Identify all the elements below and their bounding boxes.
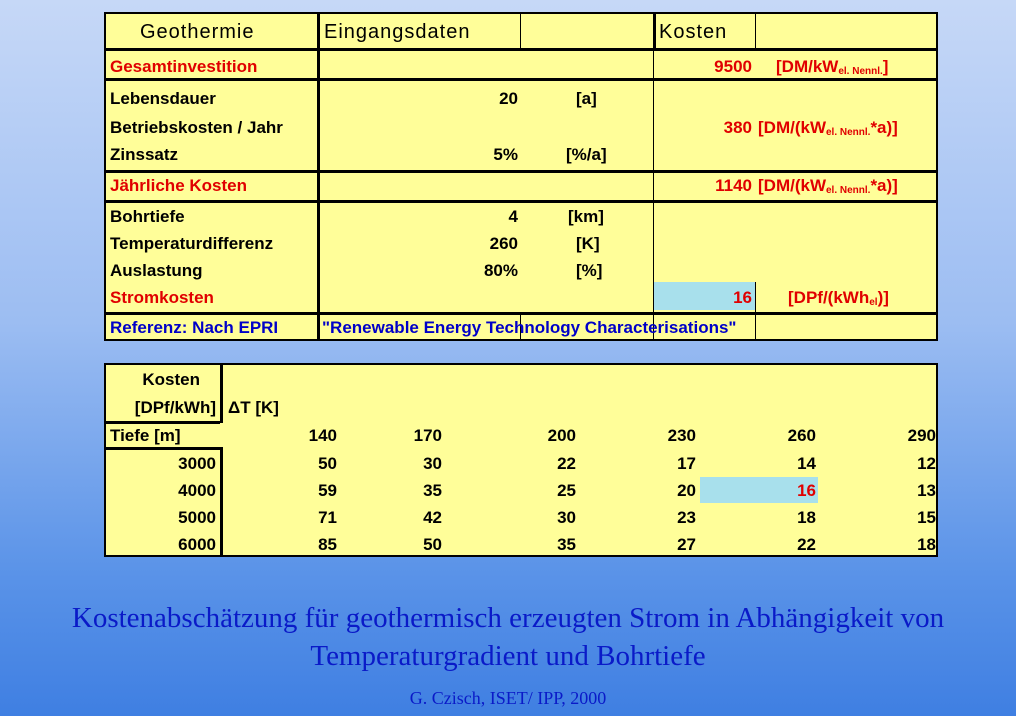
input-cost-table — [104, 12, 938, 341]
matrix-cell: 30 — [423, 454, 442, 473]
header-kosten: Kosten — [659, 21, 728, 43]
matrix-cell: 59 — [318, 481, 337, 500]
matrix-cell: 22 — [797, 535, 816, 554]
auslastung-unit: [%] — [576, 261, 603, 280]
betriebskosten-label: Betriebskosten / Jahr — [110, 118, 283, 137]
zinssatz-label: Zinssatz — [110, 145, 179, 164]
matrix-cell: 14 — [797, 454, 816, 473]
matrix-title-unit: [DPf/kWh] — [134, 398, 216, 417]
caption-line1: Kostenabschätzung für geothermisch erzeugten Strom in Abhängigkeit von — [71, 602, 945, 634]
matrix-cell: 50 — [318, 454, 337, 473]
jaehrliche-kosten-label: Jährliche Kosten — [110, 176, 247, 195]
matrix-title-kosten: Kosten — [142, 370, 200, 389]
bohrtiefe-label: Bohrtiefe — [110, 207, 185, 226]
matrix-col-header: 260 — [787, 426, 816, 445]
matrix-cell: 22 — [557, 454, 576, 473]
gesamtinvestition-label: Gesamtinvestition — [110, 57, 258, 76]
referenz-label: Referenz: Nach EPRI — [110, 318, 279, 337]
bohrtiefe-unit: [km] — [568, 207, 604, 226]
tiefe-label: Tiefe [m] — [110, 426, 181, 445]
betriebskosten-value: 380 — [723, 118, 752, 137]
gesamtinvestition-unit: $[DM/kW_{el. Nennl.}]$ — [776, 57, 889, 77]
matrix-cell: 42 — [423, 508, 442, 527]
matrix-cell: 71 — [318, 508, 337, 527]
auslastung-label: Auslastung — [110, 261, 203, 280]
temperaturdifferenz-label: Temperaturdifferenz — [110, 234, 274, 253]
stromkosten-value: 16 — [733, 288, 752, 307]
matrix-col-header: 140 — [308, 426, 337, 445]
matrix-cell: 18 — [797, 508, 816, 527]
matrix-cell: 20 — [677, 481, 696, 500]
zinssatz-unit: [%/a] — [566, 145, 607, 164]
cost-matrix-table — [104, 363, 938, 557]
lebensdauer-label: Lebensdauer — [110, 89, 216, 108]
matrix-col-header: 230 — [667, 426, 696, 445]
matrix-cell: 18 — [917, 535, 936, 554]
matrix-cell: 30 — [557, 508, 576, 527]
matrix-cell: 25 — [557, 481, 576, 500]
gesamtinvestition-value: 9500 — [714, 57, 752, 76]
jaehrliche-kosten-unit: $[DM/(kW_{el. Nennl.}*a)]$ — [758, 176, 898, 196]
lebensdauer-value: 20 — [499, 89, 518, 108]
bohrtiefe-value: 4 — [508, 207, 518, 226]
matrix-cell: 50 — [423, 535, 442, 554]
matrix-cell: 23 — [677, 508, 696, 527]
matrix-cell: 13 — [917, 481, 936, 500]
matrix-cell: 27 — [677, 535, 696, 554]
matrix-cell: 85 — [318, 535, 337, 554]
delta-t-label: ΔT [K] — [228, 398, 279, 417]
matrix-row-depth: 5000 — [178, 508, 216, 527]
matrix-col-header: 200 — [547, 426, 576, 445]
temperaturdifferenz-value: 260 — [489, 234, 518, 253]
matrix-row-depth: 3000 — [178, 454, 216, 473]
temperaturdifferenz-unit: [K] — [576, 234, 600, 253]
matrix-col-header: 290 — [907, 426, 936, 445]
betriebskosten-unit: $[DM/(kW_{el. Nennl.}*a)]$ — [758, 118, 898, 138]
matrix-cell: 35 — [557, 535, 576, 554]
zinssatz-value: 5% — [493, 145, 518, 164]
matrix-cell: 35 — [423, 481, 442, 500]
matrix-cell: 16 — [797, 481, 816, 500]
matrix-cell: 15 — [917, 508, 936, 527]
caption-line2: Temperaturgradient und Bohrtiefe — [310, 640, 706, 672]
matrix-col-header: 170 — [413, 426, 442, 445]
lebensdauer-unit: [a] — [576, 89, 597, 108]
matrix-row-depth: 6000 — [178, 535, 216, 554]
matrix-cell: 17 — [677, 454, 696, 473]
header-geothermie: Geothermie — [140, 21, 255, 43]
jaehrliche-kosten-value: 1140 — [715, 176, 752, 195]
caption-author: G. Czisch, ISET/ IPP, 2000 — [409, 688, 607, 708]
auslastung-value: 80% — [483, 261, 518, 280]
referenz-text: "Renewable Energy Technology Characterisations" — [322, 318, 737, 337]
matrix-row-depth: 4000 — [178, 481, 216, 500]
stromkosten-label: Stromkosten — [110, 288, 214, 307]
matrix-cell: 12 — [917, 454, 936, 473]
stromkosten-unit: [DPf/(kWh$_{el}$)] — [788, 288, 889, 308]
header-eingangsdaten: Eingangsdaten — [324, 21, 471, 43]
